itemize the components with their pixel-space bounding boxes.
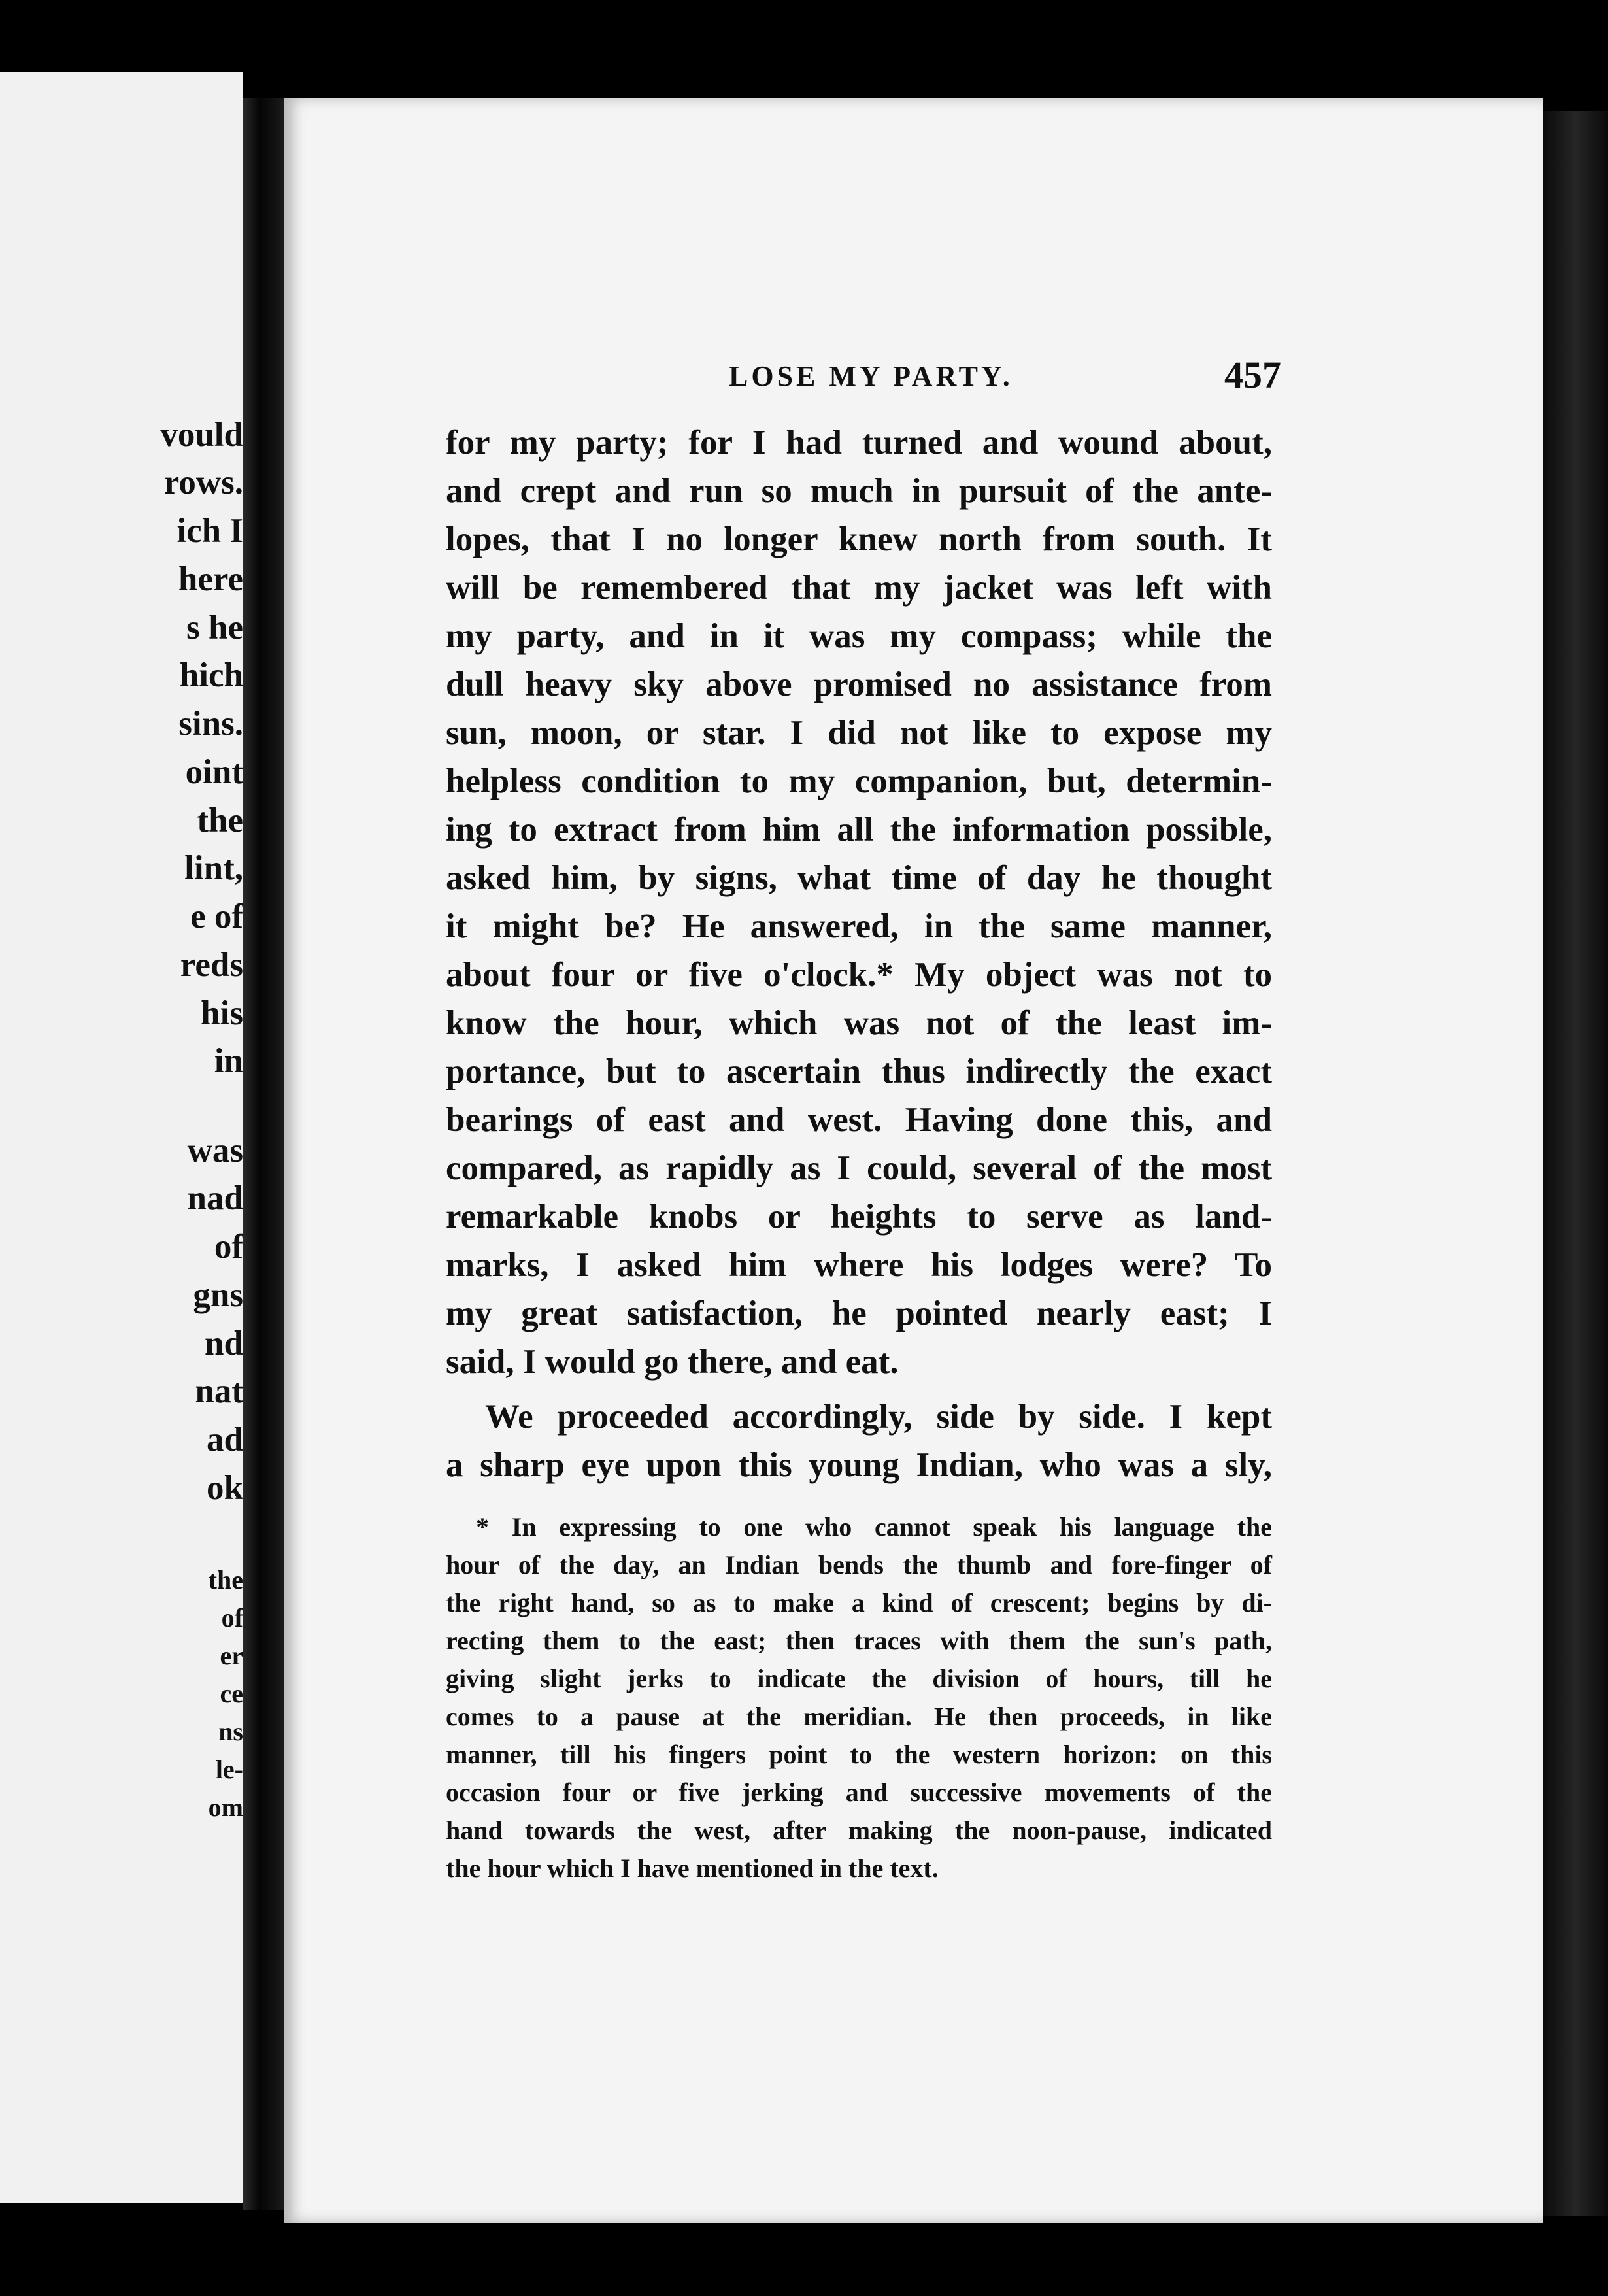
body-line: will be remembered that my jacket was left with bbox=[446, 569, 1272, 607]
footnote-line: hand towards the west, after making the noon-pause, indicated bbox=[446, 1815, 1272, 1845]
left-note-fragment: le- bbox=[215, 1755, 243, 1784]
body-line: sun, moon, or star. I did not like to expose my bbox=[446, 714, 1272, 752]
body-line: it might be? He answered, in the same manner, bbox=[446, 907, 1272, 945]
footnote-line: occasion four or five jerking and successive movements of the bbox=[446, 1778, 1272, 1807]
body-line: helpless condition to my companion, but, determin- bbox=[446, 762, 1272, 800]
footnote-line: recting them to the east; then traces with them the sun's path, bbox=[446, 1626, 1272, 1655]
left-note-fragment: the bbox=[208, 1565, 243, 1595]
left-fragment: nat bbox=[195, 1372, 243, 1410]
body-line: know the hour, which was not of the least im- bbox=[446, 1004, 1272, 1042]
body-line: my great satisfaction, he pointed nearly east; I bbox=[446, 1294, 1272, 1332]
left-fragment: rows. bbox=[163, 464, 243, 501]
left-fragment: in bbox=[214, 1042, 243, 1080]
body-line: for my party; for I had turned and wound about, bbox=[446, 424, 1272, 462]
footnote-line: the hour which I have mentioned in the text. bbox=[446, 1853, 939, 1883]
left-note-fragment: er bbox=[220, 1641, 243, 1670]
left-page-edge bbox=[0, 72, 243, 2203]
left-fragment: s he bbox=[186, 609, 243, 647]
left-fragment: ok bbox=[207, 1469, 243, 1507]
left-fragment: nd bbox=[205, 1325, 243, 1362]
body-line: remarkable knobs or heights to serve as land- bbox=[446, 1198, 1272, 1236]
footnote-line: giving slight jerks to indicate the division of hours, till he bbox=[446, 1664, 1272, 1693]
footnote-line: hour of the day, an Indian bends the thumb and fore-finger of bbox=[446, 1550, 1272, 1579]
body-line: marks, I asked him where his lodges were? To bbox=[446, 1246, 1272, 1284]
left-fragment: ad bbox=[207, 1421, 243, 1459]
left-fragment: reds bbox=[180, 946, 243, 984]
body-line: about four or five o'clock.* My object was not to bbox=[446, 956, 1272, 994]
left-fragment: sins. bbox=[178, 705, 243, 743]
body-line: We proceeded accordingly, side by side. I kept bbox=[485, 1398, 1272, 1436]
body-line: portance, but to ascertain thus indirectly the exact bbox=[446, 1053, 1272, 1090]
book-gutter bbox=[243, 98, 284, 2210]
page-edge-shadow bbox=[1543, 111, 1608, 2216]
left-note-fragment: om bbox=[208, 1793, 243, 1822]
body-line: a sharp eye upon this young Indian, who was a sly, bbox=[446, 1446, 1272, 1484]
left-fragment: oint bbox=[185, 753, 243, 791]
left-fragment: nad bbox=[187, 1179, 243, 1217]
left-note-fragment: ns bbox=[218, 1717, 243, 1746]
page-number: 457 bbox=[1224, 354, 1281, 396]
left-fragment: lint, bbox=[184, 849, 243, 887]
left-fragment: hich bbox=[179, 656, 243, 694]
left-fragment: the bbox=[197, 802, 243, 839]
left-fragment: vould bbox=[160, 416, 243, 454]
left-note-fragment: ce bbox=[220, 1679, 243, 1708]
footnote-line: manner, till his fingers point to the western horizon: on this bbox=[446, 1740, 1272, 1769]
body-line: ing to extract from him all the information possible, bbox=[446, 811, 1272, 849]
body-line: bearings of east and west. Having done this, and bbox=[446, 1101, 1272, 1139]
body-line: said, I would go there, and eat. bbox=[446, 1343, 899, 1381]
body-line: dull heavy sky above promised no assistance from bbox=[446, 666, 1272, 703]
left-fragment: of bbox=[214, 1228, 243, 1266]
left-fragment: was bbox=[187, 1132, 243, 1170]
body-line: and crept and run so much in pursuit of the ante- bbox=[446, 472, 1272, 510]
left-fragment: e of bbox=[190, 898, 243, 936]
left-fragment: gns bbox=[193, 1276, 243, 1314]
body-line: compared, as rapidly as I could, several of the most bbox=[446, 1149, 1272, 1187]
left-fragment: his bbox=[201, 994, 243, 1032]
left-fragment: ich I bbox=[176, 512, 243, 550]
footnote-line: the right hand, so as to make a kind of crescent; begins by di- bbox=[446, 1588, 1272, 1617]
body-line: my party, and in it was my compass; while the bbox=[446, 617, 1272, 655]
running-header: LOSE MY PARTY. bbox=[729, 360, 1013, 392]
left-note-fragment: of bbox=[221, 1603, 243, 1632]
footnote-line: * In expressing to one who cannot speak his language the bbox=[476, 1512, 1272, 1542]
left-fragment: here bbox=[178, 560, 243, 598]
body-line: lopes, that I no longer knew north from south. It bbox=[446, 520, 1272, 558]
footnote-line: comes to a pause at the meridian. He then proceeds, in like bbox=[446, 1702, 1272, 1731]
body-line: asked him, by signs, what time of day he thought bbox=[446, 859, 1272, 897]
